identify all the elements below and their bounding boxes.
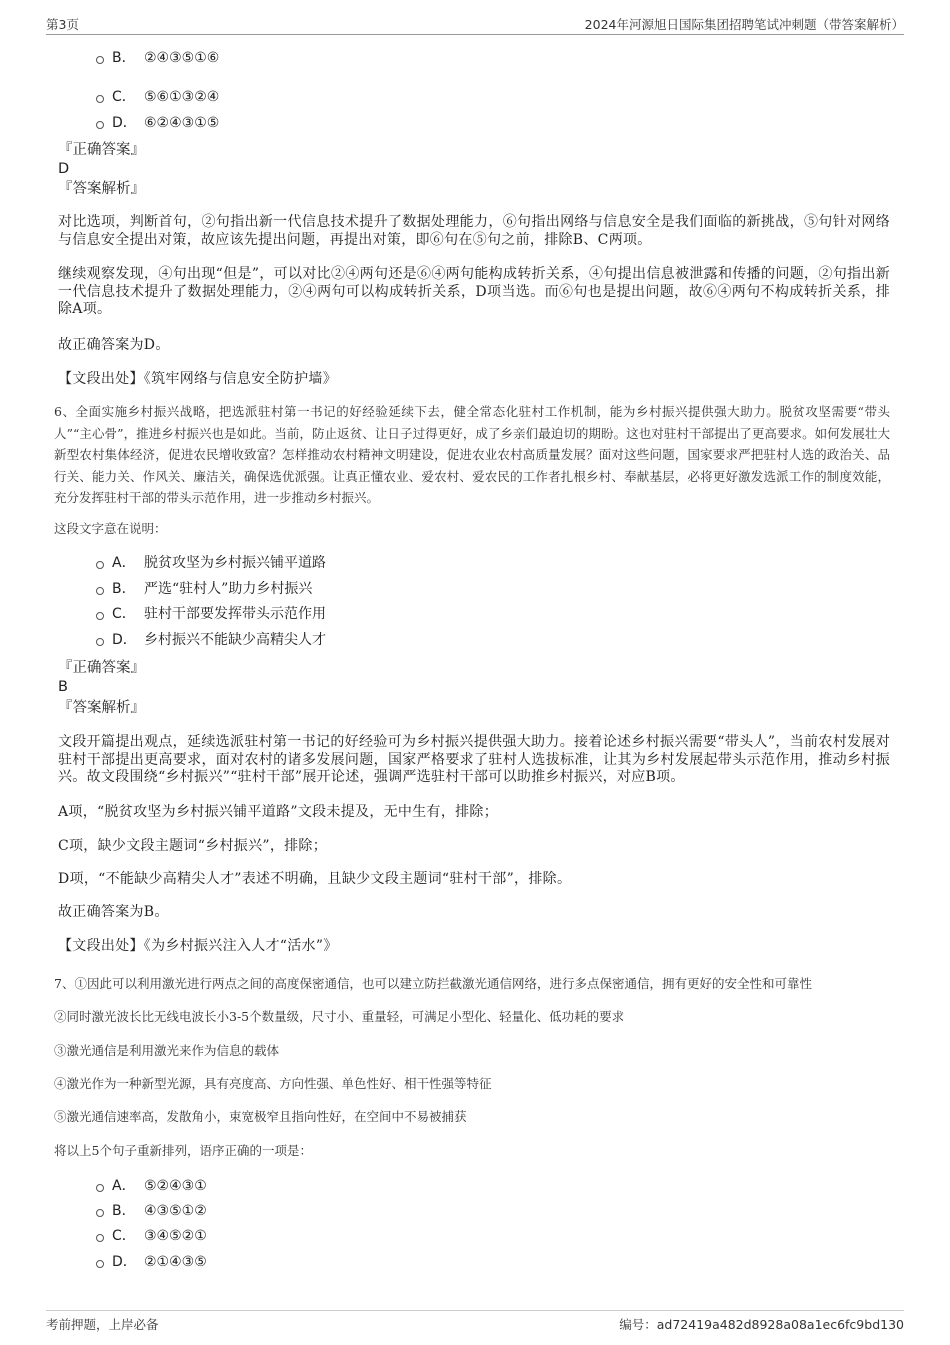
q7-sentence-5: ⑤激光通信速率高，发散角小，束宽极窄且指向性好，在空间中不易被捕获	[54, 1109, 467, 1124]
radio-icon[interactable]	[96, 1184, 104, 1192]
q7-prompt: 将以上5个句子重新排列，语序正确的一项是：	[54, 1143, 312, 1158]
radio-icon[interactable]	[96, 612, 104, 620]
q7-sentence-4: ④激光作为一种新型光源，具有亮度高、方向性强、单色性好、相干性强等特征	[54, 1076, 492, 1091]
footer-serial: 编号：ad72419a482d8928a08a1ec6fc9bd130	[619, 1317, 904, 1332]
q7-option-a[interactable]: A． ⑤②④③①	[96, 1176, 207, 1196]
q6-answer-label: 『正确答案』	[58, 660, 145, 676]
footer-slogan: 考前押题，上岸必备	[46, 1317, 159, 1332]
q7-sentence-2: ②同时激光波长比无线电波长小3-5个数量级，尺寸小、重量轻，可满足小型化、轻量化、低功耗的要求	[54, 1009, 625, 1024]
q6-option-a[interactable]: A． 脱贫攻坚为乡村振兴铺平道路	[96, 553, 326, 573]
q6-option-c[interactable]: C． 驻村干部要发挥带头示范作用	[96, 604, 326, 624]
q5-option-d[interactable]: D． ⑥②④③①⑤	[96, 113, 219, 133]
radio-icon[interactable]	[96, 638, 104, 646]
radio-icon[interactable]	[96, 1234, 104, 1242]
q7-option-b[interactable]: B． ④③⑤①②	[96, 1201, 207, 1221]
q7-option-d[interactable]: D． ②①④③⑤	[96, 1252, 207, 1272]
q5-answer: D	[58, 161, 70, 177]
q6-option-d[interactable]: D． 乡村振兴不能缺少高精尖人才	[96, 630, 326, 650]
document-title: 2024年河源旭日国际集团招聘笔试冲刺题（带答案解析）	[584, 17, 904, 32]
q5-source: 【文段出处】《筑牢网络与信息安全防护墙》	[58, 371, 337, 387]
radio-icon[interactable]	[96, 56, 104, 64]
q7-sentence-3: ③激光通信是利用激光来作为信息的载体	[54, 1043, 280, 1058]
radio-icon[interactable]	[96, 1209, 104, 1217]
q6-analysis-2: A项，“脱贫攻坚为乡村振兴铺平道路”文段未提及，无中生有，排除；	[58, 804, 499, 820]
radio-icon[interactable]	[96, 561, 104, 569]
q6-option-b[interactable]: B． 严选“驻村人”助力乡村振兴	[96, 579, 312, 599]
radio-icon[interactable]	[96, 1260, 104, 1268]
q5-answer-label: 『正确答案』	[58, 142, 145, 158]
q6-stem: 6、全面实施乡村振兴战略，把选派驻村第一书记的好经验延续下去，健全常态化驻村工作机制，能为乡村振兴提供强大助力。脱贫攻坚需要“带头人”“主心骨”，推进乡村振兴也是如此。当前，防止返贫、让日子过得更好，成了乡亲们最迫切的期盼。这也对驻村干部提出了更高要求。如何发展壮大新型农村集体经济，促进农民增收致富？怎样推动农村精神文明建设，促进农业农村高质量发展？面对这些问题，国家要求严把驻村人选的政治关、品行关、能力关、作风关、廉洁关，确保选优派强。让真正懂农业、爱农村、爱农民的工作者扎根乡村、奉献基层，必将更好激发选派工作的制度效能，充分发挥驻村干部的带头示范作用，进一步推动乡村振兴。	[54, 404, 890, 505]
radio-icon[interactable]	[96, 587, 104, 595]
q6-answer: B	[58, 679, 68, 695]
q5-option-c[interactable]: C． ⑤⑥①③②④	[96, 87, 219, 107]
q7-sentence-1: 7、①因此可以利用激光进行两点之间的高度保密通信，也可以建立防拦截激光通信网络，进行多点保密通信，拥有更好的安全性和可靠性	[54, 976, 812, 991]
page-header	[46, 12, 904, 35]
q6-analysis-3: C项，缺少文段主题词“乡村振兴”，排除；	[58, 838, 328, 854]
q5-analysis-1: 对比选项，判断首句，②句指出新一代信息技术提升了数据处理能力，⑥句指出网络与信息安全是我们面临的新挑战，⑤句针对网络与信息安全提出对策，故应该先提出问题，再提出对策，即⑥句在⑤句之前，排除B、C两项。	[58, 214, 890, 248]
q6-analysis-1: 文段开篇提出观点，延续选派驻村第一书记的好经验可为乡村振兴提供强大助力。接着论述乡村振兴需要“带头人”，当前农村发展对驻村干部提出更高要求，面对农村的诸多发展问题，国家严格要求了驻村人选拔标准，让其为乡村发展起带头示范作用，推动乡村振兴。故文段围绕“乡村振兴”“驻村干部”展开论述，强调严选驻村干部可以助推乡村振兴，对应B项。	[58, 734, 890, 785]
q6-analysis-4: D项，“不能缺少高精尖人才”表述不明确，且缺少文段主题词“驻村干部”，排除。	[58, 871, 572, 887]
radio-icon[interactable]	[96, 121, 104, 129]
q7-option-c[interactable]: C． ③④⑤②①	[96, 1226, 207, 1246]
q5-option-b[interactable]: B． ②④③⑤①⑥	[96, 48, 219, 68]
q5-analysis-3: 故正确答案为D。	[58, 337, 170, 353]
q6-source: 【文段出处】《为乡村振兴注入人才“活水”》	[58, 938, 338, 954]
radio-icon[interactable]	[96, 95, 104, 103]
page-footer	[46, 1310, 904, 1332]
q6-analysis-label: 『答案解析』	[58, 700, 145, 716]
q5-analysis-label: 『答案解析』	[58, 181, 145, 197]
q6-prompt: 这段文字意在说明：	[54, 521, 167, 536]
page-number: 第3页	[46, 17, 79, 32]
q6-analysis-5: 故正确答案为B。	[58, 904, 169, 920]
q5-analysis-2: 继续观察发现，④句出现“但是”，可以对比②④两句还是⑥④两句能构成转折关系，④句提出信息被泄露和传播的问题，②句指出新一代信息技术提升了数据处理能力，②④两句可以构成转折关系，D项当选。而⑥句也是提出问题，故⑥④两句不构成转折关系，排除A项。	[58, 266, 890, 317]
